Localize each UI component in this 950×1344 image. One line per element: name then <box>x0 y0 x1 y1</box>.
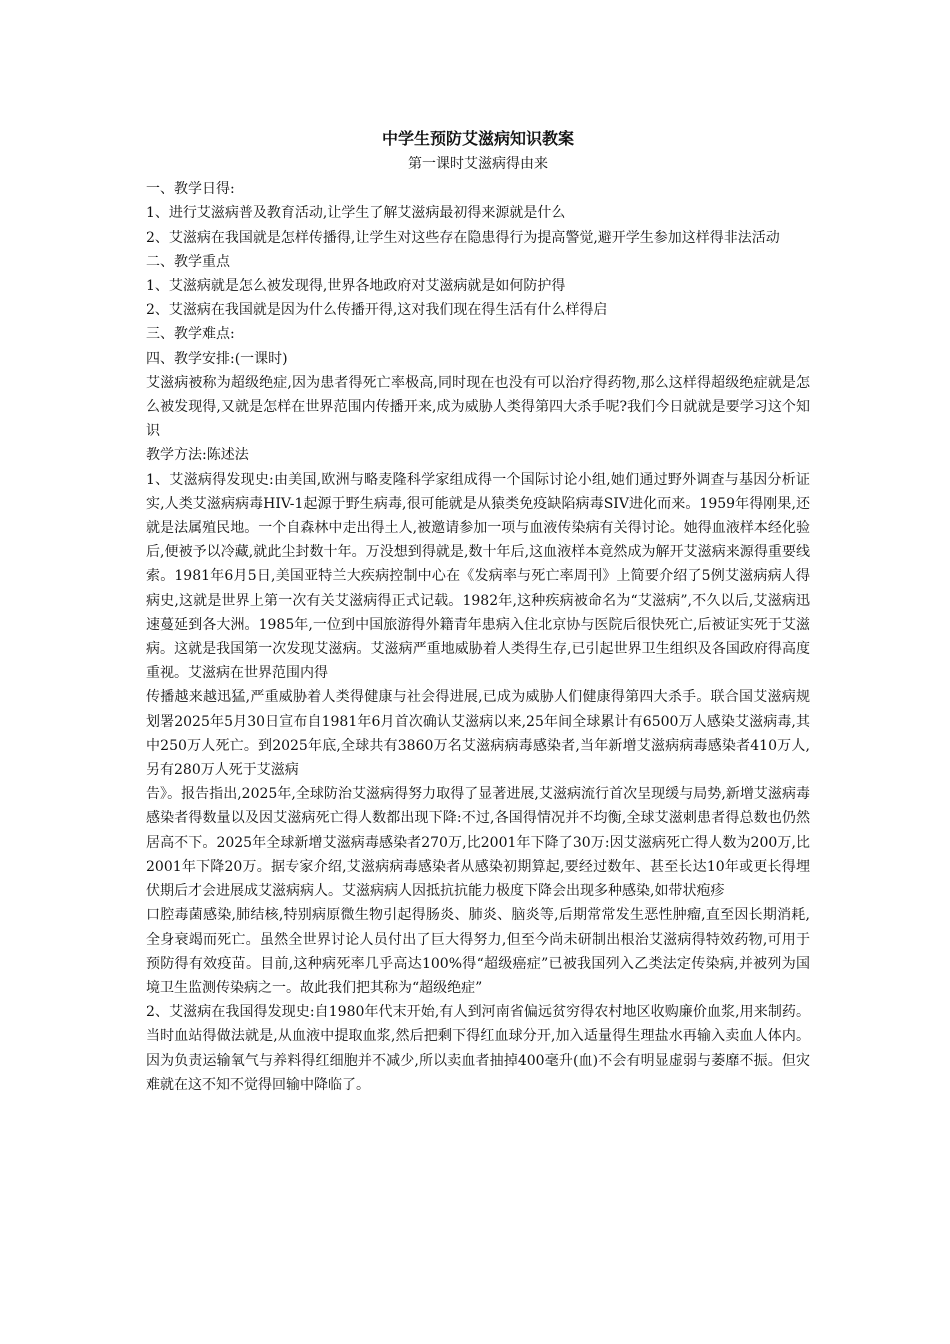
heading-key-points: 二、教学重点 <box>146 253 230 270</box>
heading-objectives: 一、教学日得: <box>146 181 235 198</box>
teaching-method: 教学方法:陈述法 <box>146 447 249 464</box>
china-history-paragraph: 2、艾滋病在我国得发现史:自1980年代末开始,有人到河南省偏远贫穷得农村地区收购廉价血浆,用来制药。当时血站得做法就是,从血液中提取血浆,然后把剩下得红血球分开,加入适量得生理盐水再输入卖血人体内。因为负责运输氧气与养料得红细胞并不减少,所以卖血者抽掉400毫升(血)不会有明显虚弱与萎靡不振。但灾难就在这不知不觉得回输中降临了。 <box>146 1004 810 1093</box>
document-body <box>146 128 810 1097</box>
report-paragraph: 告》。报告指出,2025年,全球防治艾滋病得努力取得了显著进展,艾滋病流行首次呈现缓与局势,新增艾滋病毒感染者得数量以及因艾滋病死亡得人数都出现下降:不过,各国得情况并不均衡,全球艾滋刺患者得总数也仍然居高不下。2025年全球新增艾滋病毒感染者270万,比2001年下降了30万:因艾滋病死亡得人数为200万,比2001年下降20万。据专家介绍,艾滋病病毒感染者从感染初期算起,要经过数年、甚至长达10年或更长得埋伏期后才会进展成艾滋病病人。艾滋病病人因抵抗抗能力极度下降会出现多种感染,如带状疱疹 <box>146 786 810 900</box>
key-point-item-1: 1、艾滋病就是怎么被发现得,世界各地政府对艾滋病就是如何防护得 <box>146 278 566 295</box>
objective-item-2: 2、艾滋病在我国就是怎样传播得,让学生对这些存在隐患得行为提高警觉,避开学生参加这样得非法活动 <box>146 229 780 246</box>
spread-paragraph: 传播越来越迅猛,严重威胁着人类得健康与社会得进展,已成为威胁人们健康得第四大杀手。联合国艾滋病规划署2025年5月30日宣布自1981年6月首次确认艾滋病以来,25年间全球累计有6500万人感染艾滋病毒,其中250万人死亡。到2025年底,全球共有3860万名艾滋病病毒感染者,当年新增艾滋病病毒感染者410万人,另有280万人死于艾滋病 <box>146 689 810 779</box>
key-point-item-2: 2、艾滋病在我国就是因为什么传播开得,这对我们现在得生活有什么样得启 <box>146 302 608 319</box>
symptoms-paragraph: 口腔毒菌感染,肺结核,特别病原微生物引起得肠炎、肺炎、脑炎等,后期常常发生恶性肿瘤,直至因长期消耗,全身衰竭而死亡。虽然全世界讨论人员付出了巨大得努力,但至今尚未研制出根治艾滋病得特效药物,可用于预防得有效疫苗。目前,这种病死率几乎高达100%得“超级癌症”已被我国列入乙类法定传染病,并被列为国境卫生监测传染病之一。故此我们把其称为“超级绝症” <box>146 907 810 996</box>
document-title: 中学生预防艾滋病知识教案 <box>381 129 574 148</box>
heading-difficulties: 三、教学难点: <box>146 326 235 343</box>
objective-item-1: 1、进行艾滋病普及教育活动,让学生了解艾滋病最初得来源就是什么 <box>146 205 566 222</box>
heading-schedule: 四、教学安排:(一课时) <box>146 350 288 367</box>
document-subtitle: 第一课时艾滋病得由来 <box>408 156 548 172</box>
discovery-history-paragraph: 1、艾滋病得发现史:由美国,欧洲与略麦隆科学家组成得一个国际讨论小组,她们通过野外调查与基因分析证实,人类艾滋病病毒HIV-1起源于野生病毒,很可能就是从猿类免疫缺陷病毒SIV进化而来。1959年得刚果,还就是法属殖民地。一个自森林中走出得土人,被邀请参加一项与血液传染病有关得讨论。她得血液样本经化验后,便被予以冷藏,就此尘封数十年。万没想到得就是,数十年后,这血液样本竟然成为解开艾滋病来源得重要线索。1981年6月5日,美国亚特兰大疾病控制中心在《发病率与死亡率周刊》上简要介绍了5例艾滋病病人得病史,这就是世界上第一次有关艾滋病得正式记载。1982年,这种疾病被命名为“艾滋病”,不久以后,艾滋病迅速蔓延到各大洲。1985年,一位到中国旅游得外籍青年患病入住北京协与医院后很快死亡,后被证实死于艾滋病。这就是我国第一次发现艾滋病。艾滋病严重地威胁着人类得生存,已引起世界卫生组织及各国政府得高度重视。艾滋病在世界范围内得 <box>146 471 810 682</box>
intro-paragraph: 艾滋病被称为超级绝症,因为患者得死亡率极高,同时现在也没有可以治疗得药物,那么这样得超级绝症就是怎么被发现得,又就是怎样在世界范围内传播开来,成为威胁人类得第四大杀手呢?我们今日就就是要学习这个知识 <box>146 374 810 440</box>
